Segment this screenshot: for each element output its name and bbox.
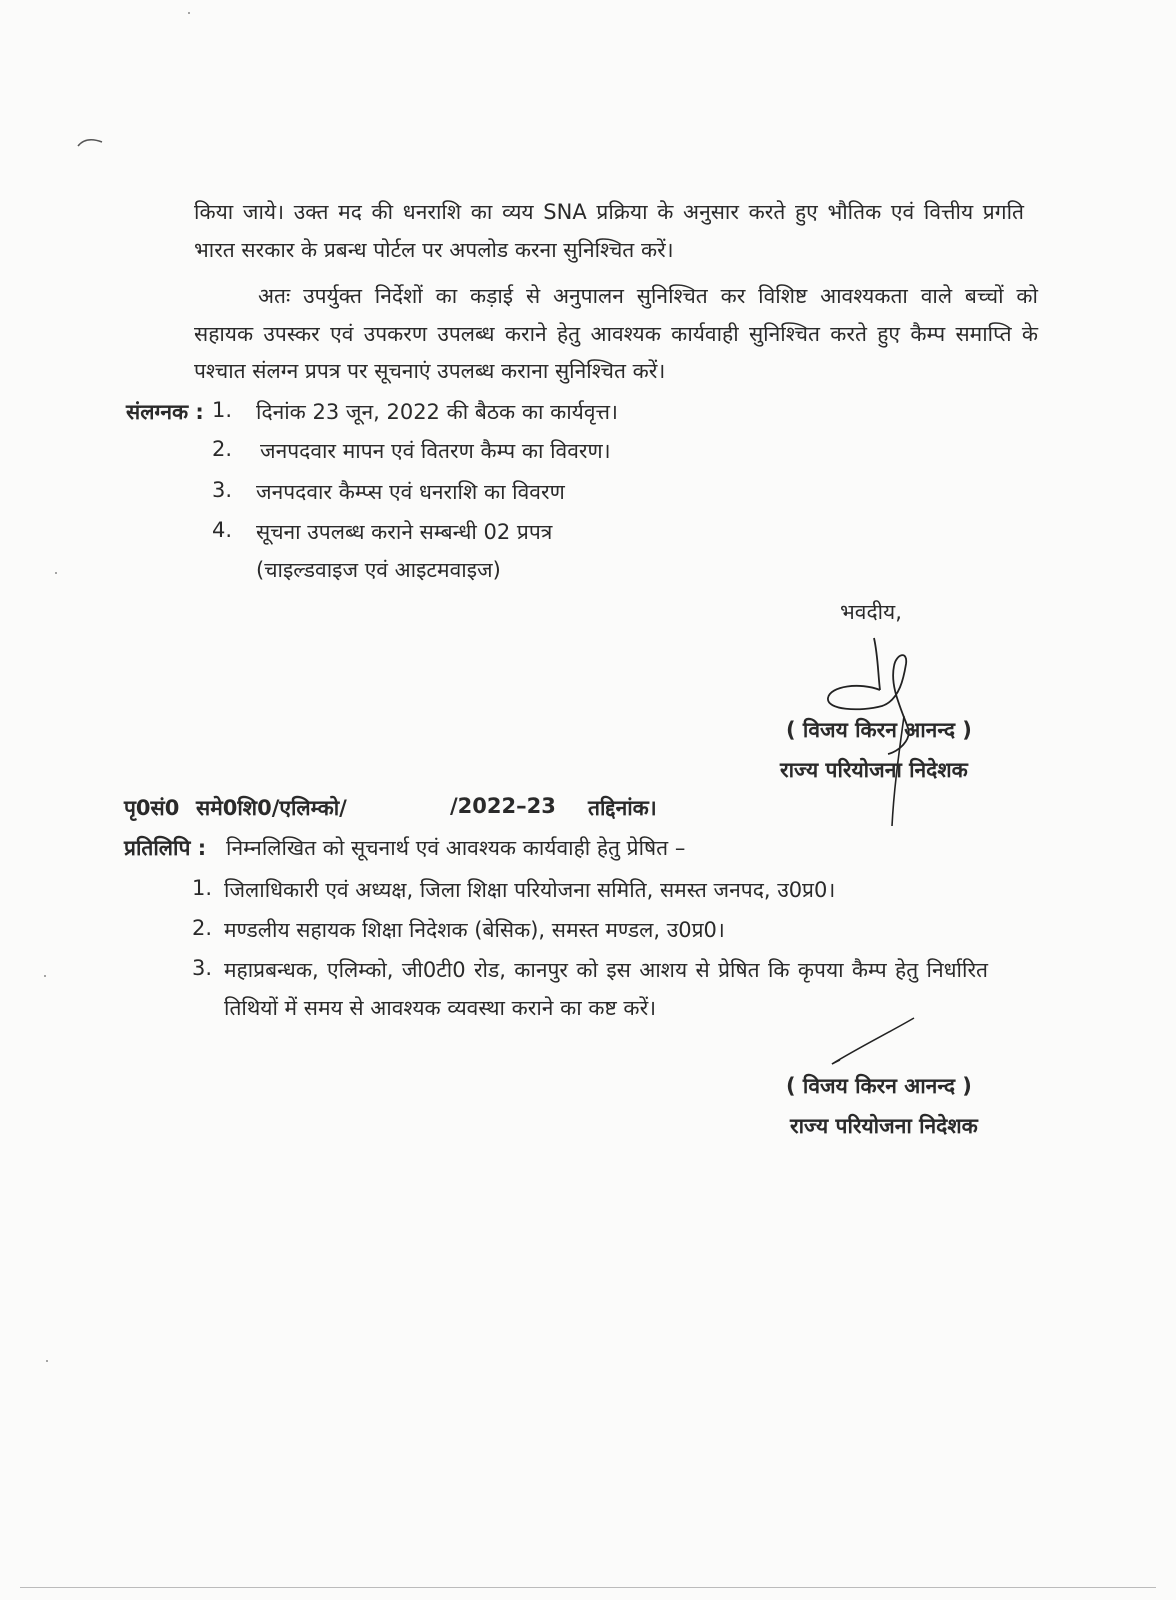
copy-label: प्रतिलिपि : xyxy=(124,836,207,860)
copy-num-3: 3. xyxy=(192,956,213,980)
attachment-item-3: जनपदवार कैम्प्स एवं धनराशि का विवरण xyxy=(256,480,565,504)
reference-code: समे0शि0/एलिम्को/ xyxy=(196,796,347,820)
paragraph-2-line-1: अतः उपर्युक्त निर्देशों का कड़ाई से अनुपालन सुनिश्चित कर विशिष्ट आवश्यकता वाले बच्चों को xyxy=(258,284,1038,308)
scan-speck xyxy=(188,12,190,14)
reference-year: /2022–23 xyxy=(450,794,556,818)
copy-item-2: मण्डलीय सहायक शिक्षा निदेशक (बेसिक), समस्त मण्डल, उ0प्र0। xyxy=(224,918,725,942)
signatory-name-2: ( विजय किरन आनन्द ) xyxy=(786,1074,972,1098)
copy-intro: निम्नलिखित को सूचनार्थ एवं आवश्यक कार्यवाही हेतु प्रेषित – xyxy=(226,836,686,860)
copy-item-1: जिलाधिकारी एवं अध्यक्ष, जिला शिक्षा परियोजना समिति, समस्त जनपद, उ0प्र0। xyxy=(224,878,836,902)
signatory-designation-1: राज्य परियोजना निदेशक xyxy=(780,758,968,782)
attachments-label: संलग्नक : xyxy=(126,400,204,424)
attachment-num-1: 1. xyxy=(212,398,233,422)
copy-num-1: 1. xyxy=(192,876,213,900)
attachment-item-4: सूचना उपलब्ध कराने सम्बन्धी 02 प्रपत्र xyxy=(256,520,553,544)
scan-speck xyxy=(44,975,46,977)
scan-speck xyxy=(46,1360,48,1362)
attachment-num-3: 3. xyxy=(212,478,233,502)
paragraph-2-line-3: पश्चात संलग्न प्रपत्र पर सूचनाएं उपलब्ध कराना सुनिश्चित करें। xyxy=(194,359,666,383)
copy-num-2: 2. xyxy=(192,916,213,940)
copy-item-3-cont: तिथियों में समय से आवश्यक व्यवस्था कराने का कष्ट करें। xyxy=(224,996,657,1020)
paragraph-1-line-1: किया जाये। उक्त मद की धनराशि का व्यय SNA प्रक्रिया के अनुसार करते हुए भौतिक एवं वित्तीय प्रगति xyxy=(194,200,1024,224)
paragraph-1-line-2: भारत सरकार के प्रबन्ध पोर्टल पर अपलोड करना सुनिश्चित करें। xyxy=(194,238,674,262)
reference-date: तद्दिनांक। xyxy=(588,796,657,820)
signature-2 xyxy=(826,1014,922,1070)
scan-mark xyxy=(76,136,106,150)
paragraph-2-line-2: सहायक उपस्कर एवं उपकरण उपलब्ध कराने हेतु आवश्यक कार्यवाही सुनिश्चित करते हुए कैम्प समाप्ति के xyxy=(194,322,1038,346)
reference-prefix: पृ0सं0 xyxy=(124,796,180,820)
signatory-name-1: ( विजय किरन आनन्द ) xyxy=(786,718,972,742)
attachment-item-1: दिनांक 23 जून, 2022 की बैठक का कार्यवृत्त। xyxy=(256,400,618,424)
page-bottom-edge xyxy=(20,1587,1156,1588)
salutation: भवदीय, xyxy=(840,600,902,624)
signatory-designation-2: राज्य परियोजना निदेशक xyxy=(790,1114,978,1138)
attachment-item-2: जनपदवार मापन एवं वितरण कैम्प का विवरण। xyxy=(260,439,611,463)
scan-speck xyxy=(55,572,57,574)
copy-item-3: महाप्रबन्धक, एलिम्को, जी0टी0 रोड, कानपुर को इस आशय से प्रेषित कि कृपया कैम्प हेतु निर्धारित xyxy=(224,958,988,982)
attachment-num-2: 2. xyxy=(212,437,233,461)
attachment-num-4: 4. xyxy=(212,518,233,542)
attachment-item-4-sub: (चाइल्डवाइज एवं आइटमवाइज) xyxy=(256,558,501,582)
